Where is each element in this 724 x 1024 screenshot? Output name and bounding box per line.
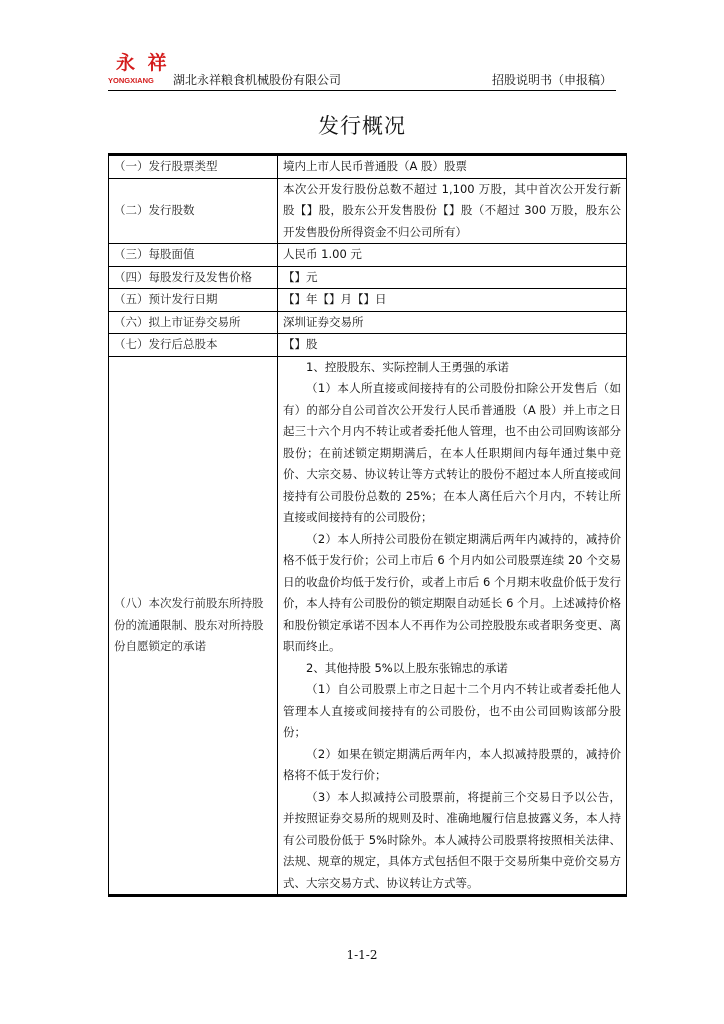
row-value: 深圳证券交易所 [278,311,627,334]
header-divider [108,90,616,91]
table-row [109,266,627,289]
row-label: （七）发行后总股本 [109,334,278,357]
company-logo: 永 祥 [116,52,170,74]
lockup-paragraph: （1）本人所直接或间接持有的公司股份扣除公开发售后（如有）的部分自公司首次公开发行人民币普通股（A 股）并上市之日起三十六个月内不转让或者委托他人管理，也不由公司回购该部分股份；在前述锁定期期满后，在本人任职期间内每年通过集中竞价、大宗交易、协议转让等方式转让的股份不超过本人所直接或间接持有公司股份总数的 25%；在本人离任后六个月内，不转让所直接或间接持有的公司股份； [283,381,621,524]
row-value [278,356,627,896]
company-name: 湖北永祥粮食机械股份有限公司 [173,73,342,87]
lockup-paragraph: （1）自公司股票上市之日起十二个月内不转让或者委托他人管理本人直接或间接持有的公司股份，也不由公司回购该部分股份； [283,682,621,739]
row-value: 人民币 1.00 元 [278,244,627,267]
row-label: （五）预计发行日期 [109,289,278,312]
lockup-paragraph: （2）本人所持公司股份在锁定期满后两年内减持的，减持价格不低于发行价；公司上市后 6 个月内如公司股票连续 20 个交易日的收盘价均低于发行价，或者上市后 6 个月期末收盘价低于发行价，本人持有公司股份的锁定期限自动延长 6 个月。上述减持价格和股份锁定承诺不因本人不再作为公司控股股东或者职务变更、离职而终止。 [283,531,621,653]
company-logo-en: YONGXIANG [108,76,154,85]
table-row [109,178,627,244]
row-value: 【】元 [278,266,627,289]
lockup-heading-2: 2、其他持股 5%以上股东张锦忠的承诺 [306,660,508,675]
table-row [109,311,627,334]
table-row-lockup [109,356,627,896]
row-label: （三）每股面值 [109,244,278,267]
row-value: 【】股 [278,334,627,357]
table-row [109,289,627,312]
table-row [109,155,627,179]
row-label: （一）发行股票类型 [109,155,278,179]
lockup-paragraph: （3）本人拟减持公司股票前，将提前三个交易日予以公告，并按照证券交易所的规则及时、准确地履行信息披露义务，本人持有公司股份低于 5%时除外。本人减持公司股票将按照相关法律、法规、规章的规定，具体方式包括但不限于交易所集中竞价交易方式、大宗交易方式、协议转让方式等。 [283,789,621,890]
page-number: 1-1-2 [346,948,378,962]
lockup-heading-1: 1、控股股东、实际控制人王勇强的承诺 [306,359,509,374]
offering-table [108,153,627,897]
row-label: （八）本次发行前股东所持股份的流通限制、股东对所持股份自愿锁定的承诺 [109,356,278,896]
row-label: （四）每股发行及发售价格 [109,266,278,289]
lockup-paragraph: （2）如果在锁定期满后两年内，本人拟减持股票的，减持价格将不低于发行价； [283,746,621,782]
row-label: （六）拟上市证券交易所 [109,311,278,334]
row-value: 境内上市人民币普通股（A 股）股票 [278,155,627,179]
row-value: 本次公开发行股份总数不超过 1,100 万股，其中首次公开发行新股【】股，股东公开发售股份【】股（不超过 300 万股，股东公开发售股份所得资金不归公司所有） [278,178,627,244]
table-row [109,334,627,357]
document-type: 招股说明书（申报稿） [491,73,612,87]
page-title: 发行概况 [318,114,406,138]
row-value: 【】年【】月【】日 [278,289,627,312]
row-label: （二）发行股数 [109,178,278,244]
table-row [109,244,627,267]
